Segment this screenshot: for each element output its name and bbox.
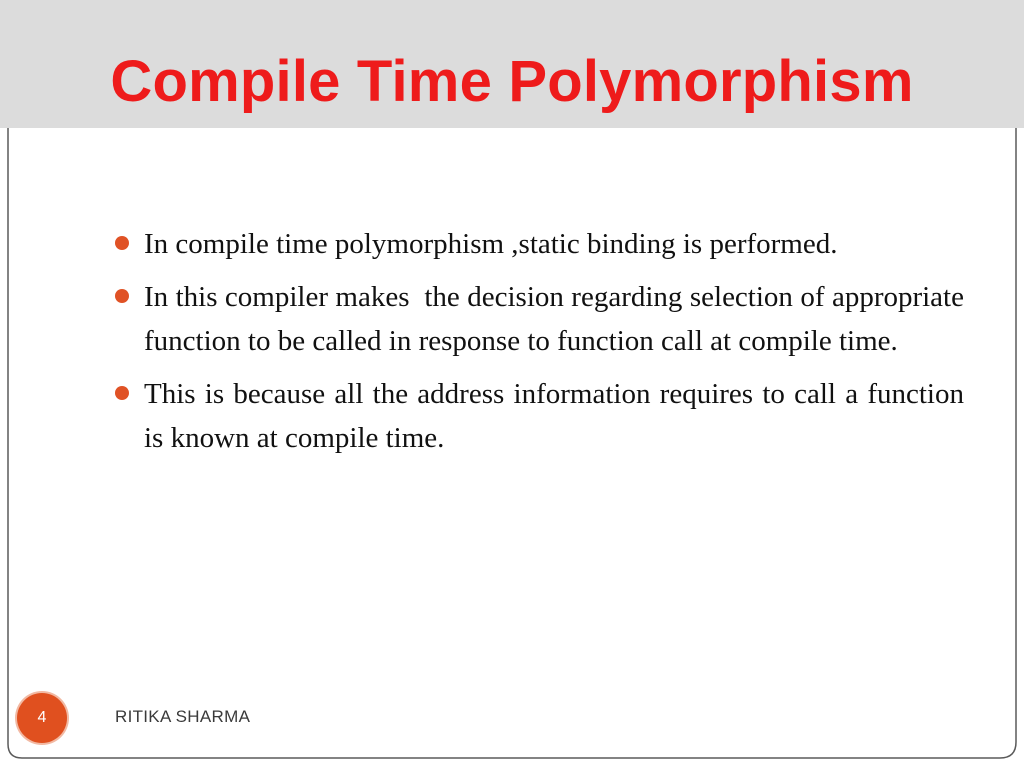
bullet-item: [112, 275, 972, 363]
bullet-text: In compile time polymorphism ,static binding is performed.: [144, 228, 838, 260]
bullet-icon: [115, 236, 129, 250]
bullet-list: [112, 222, 972, 469]
page-number-badge: 4: [17, 693, 67, 743]
bullet-icon: [115, 289, 129, 303]
slide-title: Compile Time Polymorphism: [110, 49, 914, 114]
bullet-icon: [115, 386, 129, 400]
author-footer: RITIKA SHARMA: [115, 707, 251, 726]
bullet-text: This is because all the address information requires to call a function is known at compile time.: [144, 378, 964, 454]
bullet-item: [112, 372, 964, 460]
bullet-text: In this compiler makes the decision regarding selection of appropriate function to be called in response to function call at compile time.: [144, 281, 972, 357]
bullet-item: [112, 222, 964, 266]
